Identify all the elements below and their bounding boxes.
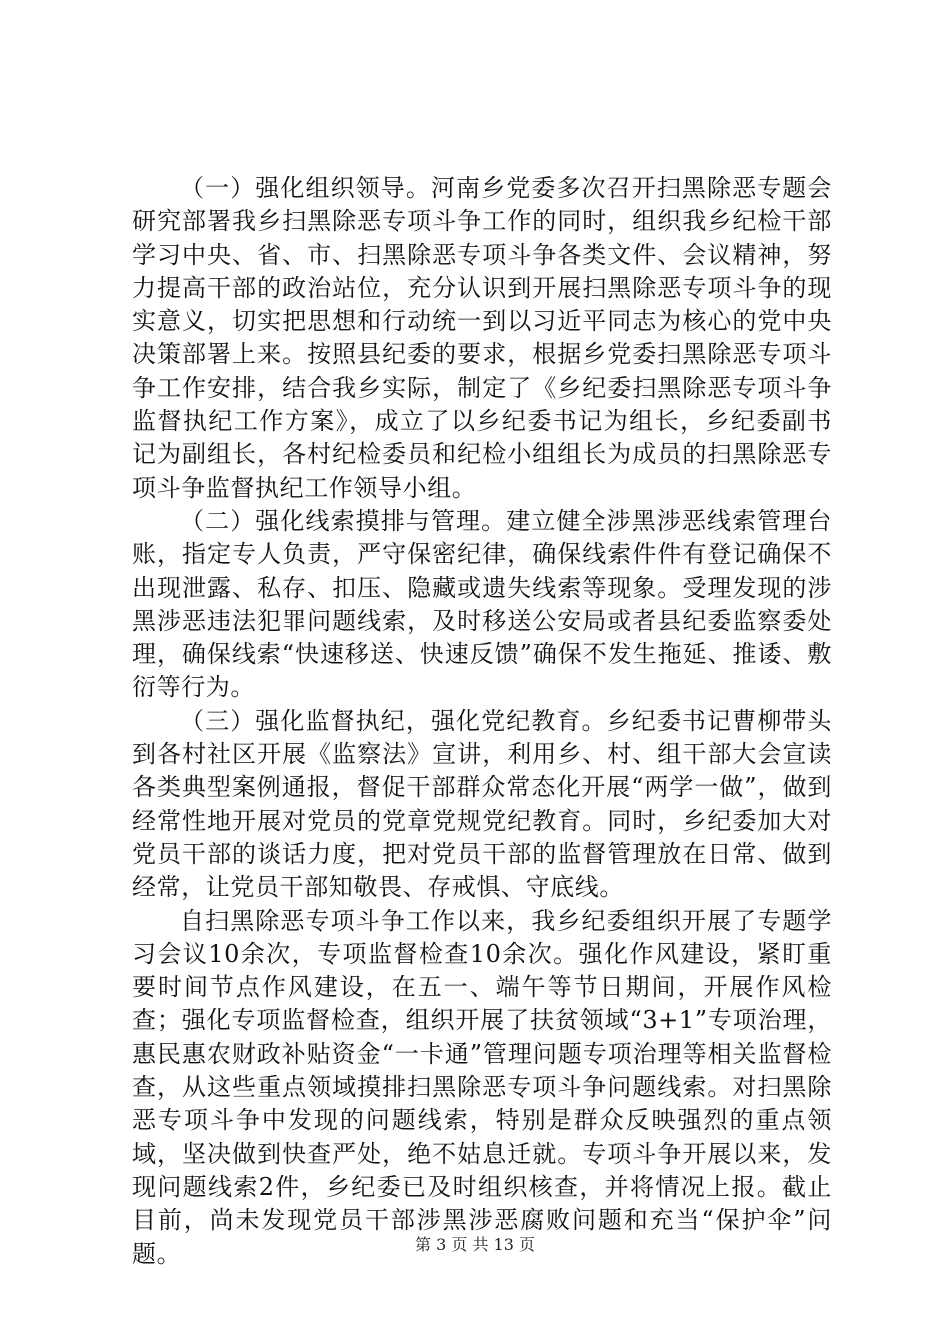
- page-number-footer: 第 3 页 共 13 页: [415, 1235, 535, 1254]
- paragraph-clue-management: （二）强化线索摸排与管理。建立健全涉黑涉恶线索管理台账，指定专人负责，严守保密纪律，确保线索件件有登记确保不出现泄露、私存、扣压、隐藏或遗失线索等现象。受理发现的涉黑涉恶违法犯罪问题线索，及时移送公安局或者县纪委监察委处理，确保线索“快速移送、快速反馈”确保不发生拖延、推诿、敷衍等行为。: [132, 506, 832, 702]
- paragraph-organization-leadership: （一）强化组织领导。河南乡党委多次召开扫黑除恶专题会研究部署我乡扫黑除恶专项斗争工作的同时，组织我乡纪检干部学习中央、省、市、扫黑除恶专项斗争各类文件、会议精神，努力提高干部的政治站位，充分认识到开展扫黑除恶专项斗争的现实意义，切实把思想和行动统一到以习近平同志为核心的党中央决策部署上来。按照县纪委的要求，根据乡党委扫黑除恶专项斗争工作安排，结合我乡实际，制定了《乡纪委扫黑除恶专项斗争监督执纪工作方案》，成立了以乡纪委书记为组长，乡纪委副书记为副组长，各村纪检委员和纪检小组组长为成员的扫黑除恶专项斗争监督执纪工作领导小组。: [132, 174, 832, 502]
- document-body: [132, 172, 832, 1271]
- paragraph-work-summary: 自扫黑除恶专项斗争工作以来，我乡纪委组织开展了专题学习会议10余次，专项监督检查10余次。强化作风建设，紧盯重要时间节点作风建设，在五一、端午等节日期间，开展作风检查；强化专项监督检查，组织开展了扶贫领域“3+1”专项治理，惠民惠农财政补贴资金“一卡通”管理问题专项治理等相关监督检查，从这些重点领域摸排扫黑除恶专项斗争问题线索。对扫黑除恶专项斗争中发现的问题线索，特别是群众反映强烈的重点领域，坚决做到快查严处，绝不姑息迁就。专项斗争开展以来，发现问题线索2件，乡纪委已及时组织核查，并将情况上报。截止目前，尚未发现党员干部涉黑涉恶腐败问题和充当“保护伞”问题。: [132, 906, 832, 1268]
- paragraph-supervision-education: （三）强化监督执纪，强化党纪教育。乡纪委书记曹柳带头到各村社区开展《监察法》宣讲，利用乡、村、组干部大会宣读各类典型案例通报，督促干部群众常态化开展“两学一做”，做到经常性地开展对党员的党章党规党纪教育。同时，乡纪委加大对党员干部的谈话力度，把对党员干部的监督管理放在日常、做到经常，让党员干部知敬畏、存戒惧、守底线。: [132, 706, 832, 902]
